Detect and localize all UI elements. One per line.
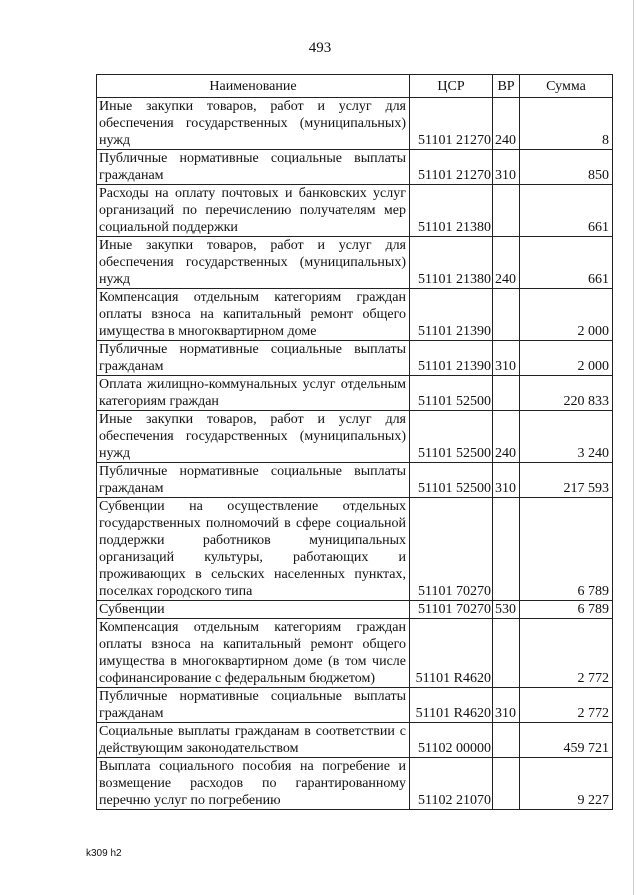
cell-sum: 850 <box>520 150 613 185</box>
table-row <box>97 237 613 289</box>
cell-name: Иные закупки товаров, работ и услуг для обеспечения государственных (муниципальных) нужд <box>97 237 410 289</box>
cell-csr: 51101 R4620 <box>410 619 493 688</box>
cell-vr: 310 <box>493 341 520 376</box>
cell-csr: 51101 R4620 <box>410 688 493 723</box>
cell-csr: 51101 21390 <box>410 341 493 376</box>
footer-code: k309 h2 <box>86 848 122 859</box>
cell-name: Публичные нормативные социальные выплаты гражданам <box>97 150 410 185</box>
cell-vr <box>493 498 520 601</box>
cell-sum: 2 000 <box>520 289 613 341</box>
cell-name: Иные закупки товаров, работ и услуг для обеспечения государственных (муниципальных) нужд <box>97 98 410 150</box>
cell-vr: 240 <box>493 237 520 289</box>
cell-vr: 310 <box>493 688 520 723</box>
table-body <box>97 98 613 810</box>
cell-name: Расходы на оплату почтовых и банковских услуг организаций по перечислению получателям мер социальной поддержки <box>97 185 410 237</box>
cell-sum: 8 <box>520 98 613 150</box>
cell-csr: 51101 70270 <box>410 498 493 601</box>
cell-vr <box>493 619 520 688</box>
cell-csr: 51101 52500 <box>410 411 493 463</box>
table-row <box>97 411 613 463</box>
cell-csr: 51101 52500 <box>410 376 493 411</box>
cell-vr: 240 <box>493 411 520 463</box>
header-sum: Сумма <box>520 75 613 98</box>
table-row <box>97 341 613 376</box>
cell-vr <box>493 185 520 237</box>
table-row <box>97 601 613 619</box>
table-row <box>97 688 613 723</box>
cell-sum: 6 789 <box>520 601 613 619</box>
cell-csr: 51101 21390 <box>410 289 493 341</box>
table-header-row <box>97 75 613 98</box>
cell-vr: 310 <box>493 150 520 185</box>
cell-vr: 530 <box>493 601 520 619</box>
table-row <box>97 723 613 758</box>
cell-vr <box>493 758 520 810</box>
table-row <box>97 758 613 810</box>
cell-csr: 51101 52500 <box>410 463 493 498</box>
cell-vr <box>493 376 520 411</box>
cell-csr: 51101 21270 <box>410 150 493 185</box>
table-row <box>97 98 613 150</box>
cell-name: Публичные нормативные социальные выплаты гражданам <box>97 341 410 376</box>
cell-name: Оплата жилищно-коммунальных услуг отдельным категориям граждан <box>97 376 410 411</box>
cell-csr: 51101 21380 <box>410 237 493 289</box>
table-row <box>97 376 613 411</box>
header-vr: ВР <box>493 75 520 98</box>
cell-name: Публичные нормативные социальные выплаты гражданам <box>97 688 410 723</box>
cell-name: Субвенции на осуществление отдельных государственных полномочий в сфере социальной поддержки работников муниципальных организаций культуры, работающих и проживающих в сельских населенных пунктах, поселках городского типа <box>97 498 410 601</box>
table-row <box>97 463 613 498</box>
cell-csr: 51101 70270 <box>410 601 493 619</box>
cell-name: Иные закупки товаров, работ и услуг для обеспечения государственных (муниципальных) нужд <box>97 411 410 463</box>
cell-sum: 2 000 <box>520 341 613 376</box>
cell-sum: 2 772 <box>520 619 613 688</box>
table-row <box>97 185 613 237</box>
scan-edge-line <box>633 0 634 895</box>
cell-vr <box>493 723 520 758</box>
cell-vr <box>493 289 520 341</box>
cell-sum: 661 <box>520 185 613 237</box>
cell-sum: 3 240 <box>520 411 613 463</box>
table-row <box>97 150 613 185</box>
cell-sum: 459 721 <box>520 723 613 758</box>
cell-name: Публичные нормативные социальные выплаты гражданам <box>97 463 410 498</box>
cell-csr: 51102 21070 <box>410 758 493 810</box>
cell-sum: 661 <box>520 237 613 289</box>
table-row <box>97 619 613 688</box>
budget-table <box>96 74 613 810</box>
cell-sum: 2 772 <box>520 688 613 723</box>
cell-sum: 9 227 <box>520 758 613 810</box>
header-csr: ЦСР <box>410 75 493 98</box>
cell-sum: 217 593 <box>520 463 613 498</box>
cell-vr: 240 <box>493 98 520 150</box>
cell-sum: 220 833 <box>520 376 613 411</box>
header-name: Наименование <box>97 75 410 98</box>
cell-name: Субвенции <box>97 601 410 619</box>
table-row <box>97 289 613 341</box>
cell-vr: 310 <box>493 463 520 498</box>
cell-name: Компенсация отдельным категориям граждан оплаты взноса на капитальный ремонт общего имущества в многоквартирном доме (в том числе софинансирование с федеральным бюджетом) <box>97 619 410 688</box>
cell-name: Выплата социального пособия на погребение и возмещение расходов по гарантированному перечню услуг по погребению <box>97 758 410 810</box>
cell-csr: 51101 21270 <box>410 98 493 150</box>
cell-sum: 6 789 <box>520 498 613 601</box>
cell-csr: 51101 21380 <box>410 185 493 237</box>
cell-name: Компенсация отдельным категориям граждан оплаты взноса на капитальный ремонт общего имущества в многоквартирном доме <box>97 289 410 341</box>
table-row <box>97 498 613 601</box>
page-number: 493 <box>308 40 332 56</box>
cell-csr: 51102 00000 <box>410 723 493 758</box>
cell-name: Социальные выплаты гражданам в соответствии с действующим законодательством <box>97 723 410 758</box>
